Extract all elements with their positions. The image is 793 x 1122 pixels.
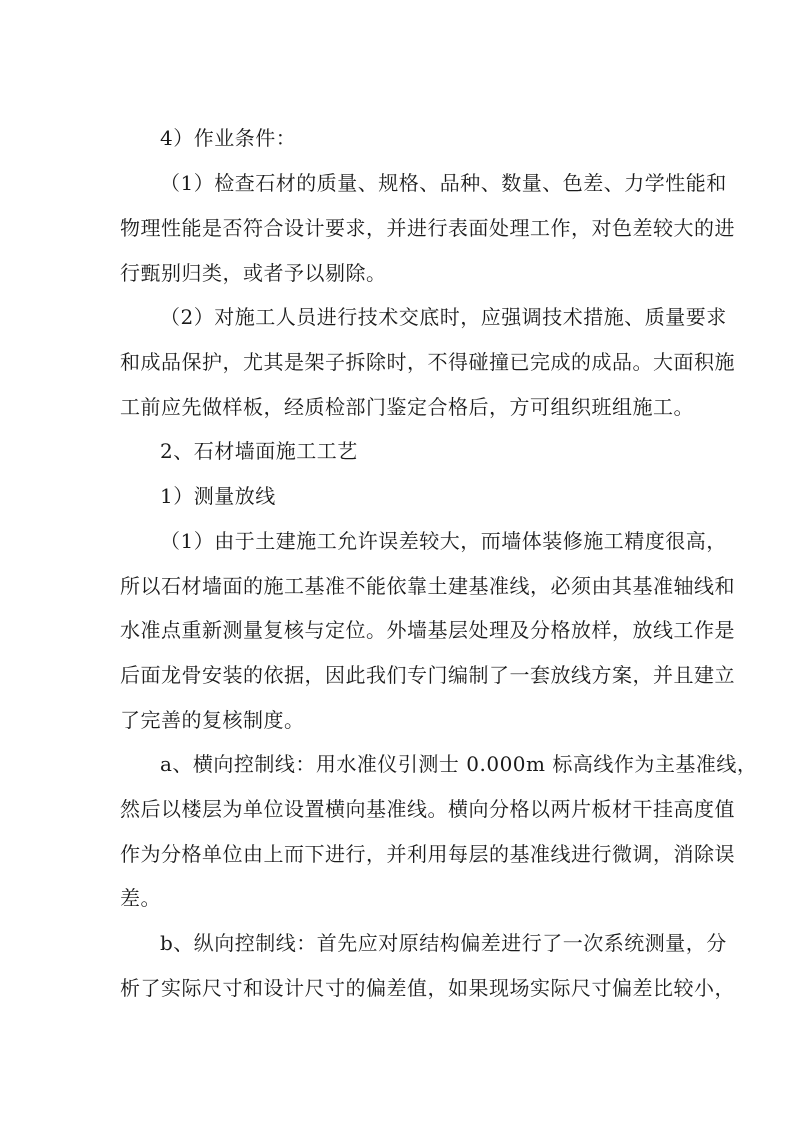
subsection-heading: 1）测量放线 bbox=[160, 484, 276, 508]
paragraph-line: 物理性能是否符合设计要求，并进行表面处理工作，对色差较大的进 bbox=[120, 216, 735, 240]
paragraph-line: 工前应先做样板，经质检部门鉴定合格后，方可组织班组施工。 bbox=[120, 395, 694, 419]
paragraph-line: 作为分格单位由上而下进行，并利用每层的基准线进行微调，消除误 bbox=[120, 842, 735, 866]
paragraph-line: 析了实际尺寸和设计尺寸的偏差值，如果现场实际尺寸偏差比较小， bbox=[120, 976, 735, 1000]
paragraph-line: （1）由于土建施工允许误差较大，而墙体装修施工精度很高， bbox=[160, 529, 727, 553]
paragraph-line: 了完善的复核制度。 bbox=[120, 708, 305, 732]
paragraph-line: 后面龙骨安装的依据，因此我们专门编制了一套放线方案，并且建立 bbox=[120, 663, 735, 687]
heading-work-conditions: 4）作业条件： bbox=[160, 126, 297, 150]
paragraph-line: 差。 bbox=[120, 886, 161, 910]
paragraph-line: 行甄别归类，或者予以剔除。 bbox=[120, 261, 387, 285]
paragraph-line: 和成品保护，尤其是架子拆除时，不得碰撞已完成的成品。大面积施 bbox=[120, 350, 735, 374]
paragraph-line: 所以石材墙面的施工基准不能依靠土建基准线，必须由其基准轴线和 bbox=[120, 574, 735, 598]
paragraph-line: 然后以楼层为单位设置横向基准线。横向分格以两片板材干挂高度值 bbox=[120, 797, 735, 821]
section-heading: 2、石材墙面施工工艺 bbox=[160, 439, 358, 463]
paragraph-line: b、纵向控制线：首先应对原结构偏差进行了一次系统测量，分 bbox=[160, 931, 727, 955]
paragraph-line: （2）对施工人员进行技术交底时，应强调技术措施、质量要求 bbox=[160, 305, 727, 329]
paragraph-line: a、横向控制线：用水准仪引测士 0.000m 标高线作为主基准线， bbox=[160, 752, 758, 776]
paragraph-line: 水准点重新测量复核与定位。外墙基层处理及分格放样，放线工作是 bbox=[120, 618, 735, 642]
paragraph-line: （1）检查石材的质量、规格、品种、数量、色差、力学性能和 bbox=[160, 171, 727, 195]
